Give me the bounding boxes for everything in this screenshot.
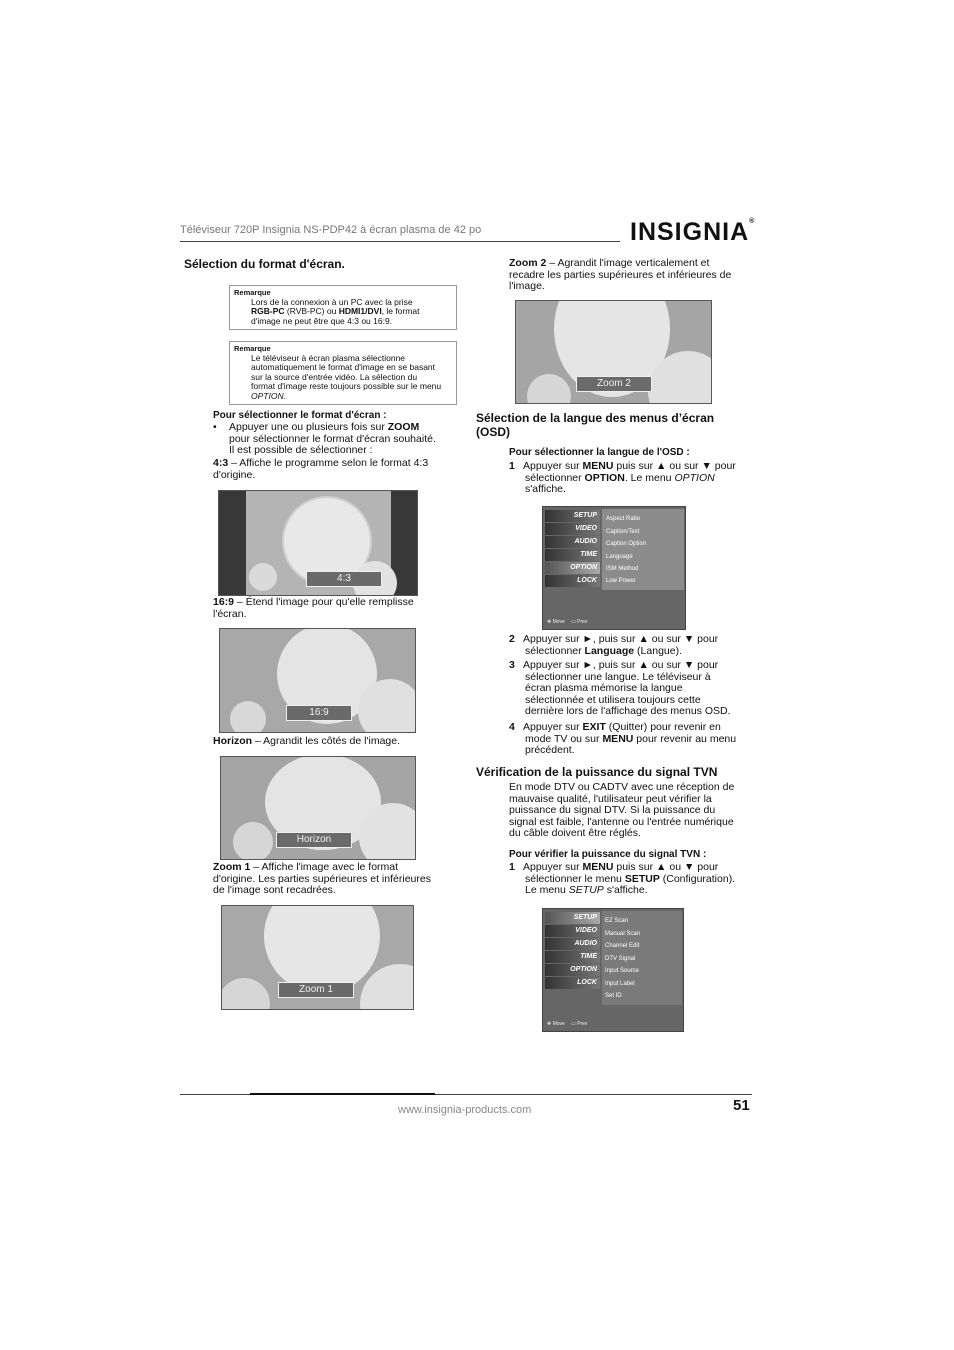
osd-setup-menu-image: SETUP VIDEO AUDIO TIME OPTION LOCK EZ Scan Manual Scan Channel Edit DTV Signal Input Source Input Label Set ID ✥ Move ▭ Prev [542,908,684,1032]
format-label-zoom1: Zoom 1 [278,982,354,998]
note-label: Remarque [234,344,271,353]
bullet-zoom: • Appuyer une ou plusieurs fois sur ZOOM pour sélectionner le format d'écran souhaité. Il est possible de sélectionner : [213,421,436,457]
format-label-horizon: Horizon [276,832,352,848]
format-169-image [219,628,416,733]
osd-option-menu-image: SETUP VIDEO AUDIO TIME OPTION LOCK Aspect Ratio Caption/Text Caption Option Language ISM Method Low Power ✥ Move ▭ Prev [542,506,686,630]
procedure-title-format: Pour sélectionner le format d'écran : [213,410,387,421]
footer-url: www.insignia-products.com [398,1104,532,1116]
section-heading-osd: Sélection de la langue des menus d’écran (OSD) [476,411,715,439]
section-heading-format: Sélection du format d'écran. [184,257,345,271]
format-horizon-desc: Horizon – Agrandit les côtés de l'image. [213,735,401,747]
tvn-step-1: 1 Appuyer sur MENU puis sur ▲ ou ▼ pour sélectionner le menu SETUP (Configuration). Le menu SETUP s'affiche. [509,861,736,897]
osd-step-4: 4 Appuyer sur EXIT (Quitter) pour revenir en mode TV ou sur MENU pour revenir au menu précédent. [509,721,737,757]
note-body: Le téléviseur à écran plasma sélectionne automatiquement le format d'image en se basant sur la source d'entrée vidéo. La sélection du format d'image reste toujours possible sur le menu OPTION. [251,352,442,401]
tvn-paragraph: En mode DTV ou CADTV avec une réception de mauvaise qualité, l'utilisateur peut vérifier la puissance du signal DTV. Si la puissance du signal est faible, l'antenne ou l'entrée numérique du câble doivent être réglés. [509,781,735,840]
procedure-title-tvn: Pour vérifier la puissance du signal TVN : [509,849,707,860]
insignia-logo: INSIGNIA® [630,218,756,246]
format-zoom1-image [221,905,414,1010]
format-horizon-image [220,756,416,860]
osd-step-3: 3 Appuyer sur ►, puis sur ▲ ou sur ▼ pour sélectionner une langue. Le téléviseur à écran plasma mémorise la langue sélectionnée et utilisera toujours cette dernière lors de l'affichage des menus OSD. [509,659,731,718]
format-169-desc: 16:9 – Étend l'image pour qu'elle remplisse l'écran. [213,596,414,620]
format-label-169: 16:9 [286,705,352,721]
format-label-43: 4:3 [306,571,382,587]
format-label-zoom2: Zoom 2 [576,376,652,392]
note-box-1 [229,285,457,330]
note-label: Remarque [234,288,271,297]
section-heading-tvn: Vérification de la puissance du signal TVN [476,765,718,779]
note-body: Lors de la connexion à un PC avec la prise RGB-PC (RVB-PC) ou HDMI1/DVI, le format d'image ne peut être que 4:3 ou 16:9. [251,296,420,326]
page-number: 51 [733,1097,750,1114]
format-zoom2-image [515,300,712,404]
header-title: Téléviseur 720P Insignia NS-PDP42 à écran plasma de 42 po [180,224,482,236]
format-zoom2-desc: Zoom 2 – Agrandit l'image verticalement et recadre les parties supérieures et inférieures de l'image. [509,257,732,293]
procedure-title-osd: Pour sélectionner la langue de l'OSD : [509,447,690,458]
osd-step-1: 1 Appuyer sur MENU puis sur ▲ ou sur ▼ pour sélectionner OPTION. Le menu OPTION s'affiche. [509,460,736,496]
format-zoom1-desc: Zoom 1 – Affiche l'image avec le format d'origine. Les parties supérieures et inférieures de l'image sont recadrées. [213,861,431,897]
header-rule [180,241,620,242]
format-43-image [218,490,418,596]
note-box-2 [229,341,457,405]
format-43-desc: 4:3 – Affiche le programme selon le format 4:3 d'origine. [213,457,429,481]
footer-rule-accent [250,1093,435,1095]
osd-step-2: 2 Appuyer sur ►, puis sur ▲ ou sur ▼ pour sélectionner Language (Langue). [509,633,719,657]
